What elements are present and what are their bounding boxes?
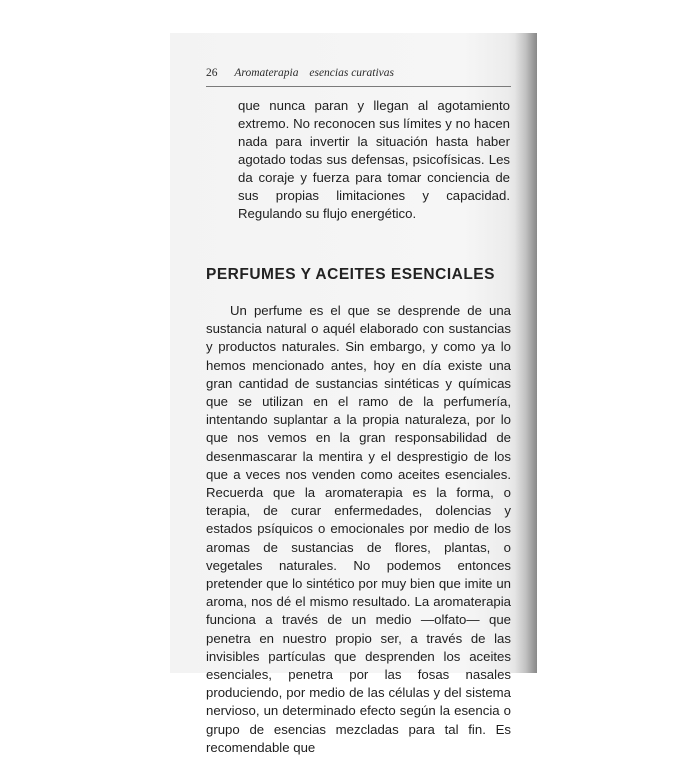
book-title: Aromaterapia (234, 67, 299, 79)
page-number: 26 (206, 67, 218, 79)
running-header (206, 67, 526, 79)
header-rule (206, 86, 511, 87)
book-page (170, 33, 537, 755)
section-heading: PERFUMES Y ACEITES ESENCIALES (206, 266, 495, 283)
continuation-block (238, 97, 510, 223)
body-block (206, 302, 511, 757)
continuation-paragraph: que nunca paran y llegan al agotamiento extremo. No reconocen sus límites y no hacen nada para invertir la situación hasta haber agotado todas sus defensas, psicofísicas. Les da coraje y fuerza para tomar conciencia de sus propias limitaciones y capacidad. Regulando su flujo energético. (238, 98, 510, 221)
book-subtitle: esencias curativas (309, 67, 394, 79)
body-paragraph: Un perfume es el que se desprende de una sustancia natural o aquél elaborado con sustancias y productos naturales. Sin embargo, y como ya lo hemos mencionado antes, hoy en día existe una gran cantidad de sustancias sintéticas y químicas que se utilizan en el ramo de la perfumería, intentando suplantar a la propia naturaleza, por lo que nos vemos en la gran responsabilidad de desenmascarar la mentira y el desprestigio de los que a veces nos venden como aceites esenciales. Recuerda que la aromaterapia es la forma, o terapia, de curar enfermedades, dolencias y estados psíquicos o emocionales por medio de los aromas de sustancias de flores, plantas, o vegetales naturales. No podemos entonces pretender que lo sintético por muy bien que imite un aroma, nos dé el mismo resultado. La aromaterapia funciona a través de un medio —olfato— que penetra en nuestro propio ser, a través de las invisibles partículas que desprenden los aceites esenciales, penetra por las fosas nasales produciendo, por medio de las células y del sistema nervioso, un determinado efecto según la esencia o grupo de esencias mezcladas para tal fin. Es recomendable que (206, 303, 511, 755)
page-gutter-shadow (515, 33, 537, 673)
